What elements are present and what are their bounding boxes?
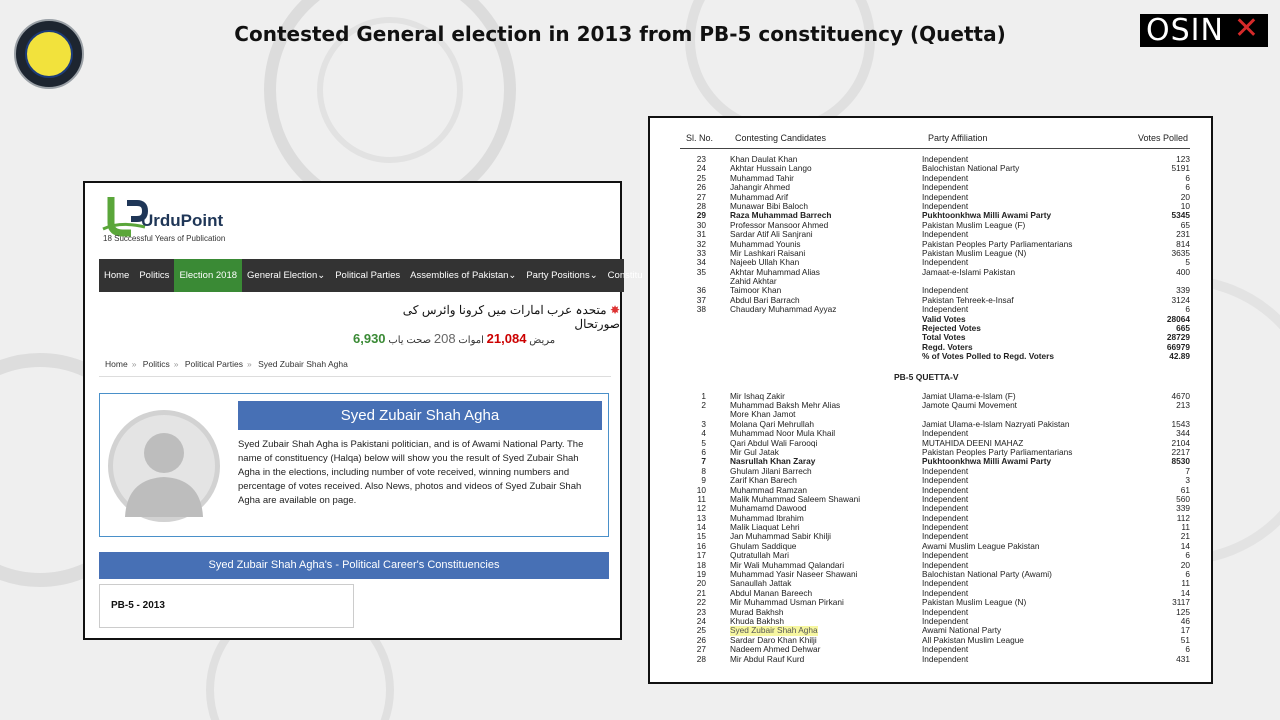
cell-votes: 61 (1180, 484, 1190, 495)
cell-cand: Raza Muhammad Barrech (730, 210, 832, 221)
cell-sl: 38 (696, 304, 706, 315)
cell-sl: 32 (696, 238, 706, 249)
cell-cand: Sanaullah Jattak (730, 578, 792, 589)
cell-sl: 25 (696, 625, 706, 636)
nav-home[interactable]: Home (104, 270, 130, 281)
cell-party: Balochistan National Party (Awami) (922, 569, 1052, 580)
cell-cand: Ghulam Saddique (730, 540, 797, 551)
cell-cand: Muhammad Noor Mula Khail (730, 428, 836, 439)
nav-politics[interactable]: Politics (139, 270, 170, 281)
osint-logo (1140, 11, 1268, 48)
constituency-link[interactable]: PB-5 - 2013 (99, 584, 354, 628)
cell-party: Balochistan National Party (922, 163, 1020, 174)
cell-votes: 6 (1185, 550, 1190, 561)
cell-votes: 65 (1180, 219, 1190, 230)
cell-sl: 28 (696, 653, 706, 664)
urdupoint-logo-text: UrduPoint (141, 211, 224, 230)
nav-political-parties[interactable]: Political Parties (335, 270, 401, 281)
cell-party: Pukhtoonkhwa Milli Awami Party (922, 456, 1052, 467)
cell-party: Independent (922, 653, 969, 664)
cell-votes: 51 (1180, 634, 1190, 645)
cell-cand: Chaudary Muhammad Ayyaz (730, 304, 837, 315)
cell-sl: 20 (696, 578, 706, 589)
cell-sl: 1 (701, 390, 706, 401)
cell-cand: Muhammad Younis (730, 238, 801, 249)
cell-sl: 23 (696, 154, 706, 164)
cell-cand: Munawar Bibi Baloch (730, 200, 808, 211)
nav-election-2018[interactable]: Election 2018 (174, 259, 242, 292)
cell-cand: Mir Wali Muhammad Qalandari (730, 559, 845, 570)
cell-party: Independent (922, 522, 969, 533)
summary-value: 665 (1176, 323, 1190, 334)
avatar (108, 410, 220, 522)
results-table-body (686, 155, 1190, 664)
virus-icon: ✸ (609, 303, 620, 317)
cell-sl: 8 (701, 465, 706, 476)
section-title-text: PB-5 QUETTA-V (894, 371, 959, 382)
cell-cand: Akhtar Hussain Lango (730, 163, 812, 174)
chevron-right-icon: » (131, 359, 137, 369)
cell-party: Independent (922, 172, 969, 183)
cell-party: Jamiat Ulama-e-Islam Nazryati Pakistan (922, 418, 1070, 429)
cell-party: Independent (922, 257, 969, 268)
cell-party: Independent (922, 493, 969, 504)
cell-sl: 37 (696, 294, 706, 305)
cell-cand: Najeeb Ullah Khan (730, 257, 800, 268)
cell-votes: 213 (1176, 399, 1190, 410)
table-row (686, 655, 1190, 664)
cell-party: Independent (922, 484, 969, 495)
cell-cand: Mir Muhammad Usman Pirkani (730, 597, 844, 608)
cell-party: Independent (922, 587, 969, 598)
cell-cand: Molana Qari Mehrullah (730, 418, 814, 429)
cell-sl: 10 (696, 484, 706, 495)
urdu-covid-stats: مریض 21,084 اموات 208 صحت یاب 6,930 (353, 331, 556, 346)
cell-cand: Abdul Bari Barrach (730, 294, 800, 305)
breadcrumb-politics[interactable]: Politics (142, 359, 170, 369)
header-candidates: Contesting Candidates (735, 133, 827, 143)
cell-votes: 5345 (1171, 210, 1190, 221)
cell-votes: 560 (1176, 493, 1190, 504)
breadcrumb (99, 351, 611, 377)
cell-votes: 339 (1176, 285, 1190, 296)
cell-sl: 21 (696, 587, 706, 598)
cell-votes: 14 (1180, 540, 1190, 551)
urdupoint-tagline: 18 Successful Years of Publication (103, 234, 226, 243)
cell-party: Independent (922, 200, 969, 211)
cell-sl: 7 (701, 456, 706, 467)
cell-party: Independent (922, 550, 969, 561)
cell-party: Independent (922, 644, 969, 655)
cell-cand: Malik Liaquat Lehri (730, 522, 800, 533)
cell-cand: Khuda Bakhsh (730, 615, 784, 626)
cell-cand: Zahid Akhtar (730, 276, 777, 287)
chevron-right-icon: » (173, 359, 179, 369)
cell-votes: 6 (1185, 304, 1190, 315)
cell-party: Pakistan Muslim League (N) (922, 597, 1027, 608)
cell-cand: Nadeem Ahmed Dehwar (730, 644, 821, 655)
profile-name: Syed Zubair Shah Agha (238, 401, 602, 430)
cell-party: Pakistan Tehreek-e-Insaf (922, 294, 1014, 305)
cell-party: Independent (922, 606, 969, 617)
cell-party: MUTAHIDA DEENI MAHAZ (922, 437, 1024, 448)
cell-votes: 20 (1180, 559, 1190, 570)
cell-votes: 3 (1185, 475, 1190, 486)
cell-cand: Taimoor Khan (730, 285, 782, 296)
cell-cand: Abdul Manan Bareech (730, 587, 813, 598)
cell-sl: 31 (696, 229, 706, 240)
cell-votes: 400 (1176, 266, 1190, 277)
cell-cand: Syed Zubair Shah Agha (730, 625, 818, 636)
breadcrumb-home[interactable]: Home (105, 359, 128, 369)
cell-sl: 25 (696, 172, 706, 183)
cell-cand: Qutratullah Mari (730, 550, 790, 561)
cell-votes: 8530 (1171, 456, 1190, 467)
cell-party: Independent (922, 285, 969, 296)
cell-cand: Qari Abdul Wali Farooqi (730, 437, 818, 448)
cell-sl: 16 (696, 540, 706, 551)
cell-votes: 3124 (1171, 294, 1190, 305)
cell-cand: Professor Mansoor Ahmed (730, 219, 829, 230)
cell-cand: Sardar Atif Ali Sanjrani (730, 229, 813, 240)
cell-party: Independent (922, 512, 969, 523)
summary-label: Regd. Voters (922, 341, 973, 352)
cell-sl: 35 (696, 266, 706, 277)
election-results-panel (648, 116, 1213, 684)
cell-cand: Mir Abdul Rauf Kurd (730, 653, 805, 664)
cell-votes: 112 (1176, 512, 1190, 523)
cell-party: Independent (922, 229, 969, 240)
cell-votes: 6 (1185, 569, 1190, 580)
cell-sl: 3 (701, 418, 706, 429)
cell-cand: Zarif Khan Barech (730, 475, 797, 486)
cell-sl: 26 (696, 634, 706, 645)
cell-votes: 5 (1185, 257, 1190, 268)
urdu-headline[interactable]: ✸ متحدہ عرب امارات میں کرونا وائرس کی صورتحال (402, 303, 620, 331)
cell-votes: 10 (1180, 200, 1190, 211)
cell-votes: 17 (1180, 625, 1190, 636)
cell-votes: 4670 (1171, 390, 1190, 401)
cell-party: Independent (922, 559, 969, 570)
cell-sl: 22 (696, 597, 706, 608)
cell-votes: 6 (1185, 182, 1190, 193)
cell-sl: 11 (697, 493, 706, 504)
cell-cand: Akhtar Muhammad Alias (730, 266, 820, 277)
cell-votes: 339 (1176, 503, 1190, 514)
cell-cand: Malik Muhammad Saleem Shawani (730, 493, 861, 504)
cell-sl: 15 (696, 531, 706, 542)
cell-cand: Mir Ishaq Zakir (730, 390, 785, 401)
cell-cand: Muhammad Tahir (730, 172, 794, 183)
cell-cand: Muhammad Yasir Naseer Shawani (730, 569, 858, 580)
cell-sl: 26 (696, 182, 706, 193)
profile-bio: Syed Zubair Shah Agha is Pakistani politician, and is of Awami National Party. The name of constituency (Halqa) below will show you the result of Syed Zubair Shah Agha in the elections, including number of vote received, winning numbers and percentage of votes received. Also News, photos and videos of Syed Zubair Shah Agha are available on page. (238, 439, 584, 506)
cell-party: Independent (922, 475, 969, 486)
cell-cand: Muhamamd Dawood (730, 503, 807, 514)
results-table-header (680, 132, 1190, 149)
cell-party: Independent (922, 428, 969, 439)
breadcrumb-political-parties[interactable]: Political Parties (184, 359, 243, 369)
cell-sl: 9 (701, 475, 706, 486)
cell-sl: 27 (696, 191, 706, 202)
summary-label: % of Votes Polled to Regd. Voters (922, 351, 1054, 362)
summary-label: Total Votes (922, 332, 966, 343)
urdupoint-screenshot-panel (83, 181, 643, 640)
cell-sl: 4 (701, 428, 706, 439)
cell-cand: Muhammad Arif (730, 191, 789, 202)
cell-party: Awami Muslim League Pakistan (922, 540, 1040, 551)
summary-value: 66979 (1166, 341, 1190, 352)
cell-party: Pakistan Peoples Party Parliamentarians (922, 238, 1073, 249)
cell-sl: 5 (701, 437, 706, 448)
cell-party: Jamaat-e-Islami Pakistan (922, 266, 1016, 277)
chevron-right-icon: » (246, 359, 252, 369)
cell-votes: 7 (1185, 465, 1190, 476)
cell-party: Independent (922, 465, 969, 476)
person-placeholder-icon (113, 415, 215, 517)
cell-party: Pakistan Muslim League (F) (922, 219, 1026, 230)
logo-x-mark-icon: ✕ (1233, 11, 1260, 46)
cell-votes: 11 (1181, 522, 1190, 533)
cell-cand: Nasrullah Khan Zaray (730, 456, 816, 467)
cell-party: Independent (922, 531, 969, 542)
nav-constituencies[interactable]: Constitu (607, 270, 643, 281)
cell-sl: 13 (696, 512, 706, 523)
cell-party: Awami National Party (922, 625, 1002, 636)
cell-cand: Sardar Daro Khan Khilji (730, 634, 817, 645)
cell-votes: 2217 (1171, 446, 1190, 457)
cell-cand: Muhammad Ramzan (730, 484, 808, 495)
summary-value: 28729 (1166, 332, 1190, 343)
cell-votes: 431 (1176, 653, 1190, 664)
cell-party: Pakistan Muslim League (N) (922, 247, 1027, 258)
cell-cand: Khan Daulat Khan (730, 154, 798, 164)
cell-sl: 18 (696, 559, 706, 570)
cell-party: All Pakistan Muslim League (922, 634, 1024, 645)
cell-votes: 6 (1185, 172, 1190, 183)
cell-cand: Jan Muhammad Sabir Khilji (730, 531, 831, 542)
cell-votes: 814 (1176, 238, 1190, 249)
breadcrumb-current: Syed Zubair Shah Agha (258, 359, 348, 369)
summary-value: 28064 (1166, 313, 1190, 324)
cell-sl: 28 (696, 200, 706, 211)
cell-sl: 2 (701, 399, 706, 410)
cell-party: Independent (922, 615, 969, 626)
header-votes: Votes Polled (1137, 133, 1188, 143)
cell-party: Jamote Qaumi Movement (922, 399, 1017, 410)
cell-cand: Muhammad Ibrahim (730, 512, 804, 523)
cell-sl: 23 (696, 606, 706, 617)
header-sl-no: Sl. No. (686, 133, 714, 143)
cell-sl: 14 (696, 522, 706, 533)
cell-votes: 14 (1180, 587, 1190, 598)
cell-votes: 21 (1180, 531, 1190, 542)
cell-party: Independent (922, 578, 969, 589)
cell-party: Jamiat Ulama-e-Islam (F) (922, 390, 1016, 401)
cell-sl: 24 (696, 163, 706, 174)
cell-cand: More Khan Jamot (730, 409, 796, 420)
cell-sl: 36 (696, 285, 706, 296)
header-party: Party Affiliation (928, 133, 988, 143)
career-constituencies-heading: Syed Zubair Shah Agha's - Political Career's Constituencies (99, 552, 609, 579)
cell-sl: 12 (696, 503, 706, 514)
profile-card (99, 393, 609, 537)
cell-sl: 19 (696, 569, 706, 580)
osint-logo-text: OSIN (1146, 13, 1224, 48)
cell-votes: 231 (1176, 229, 1190, 240)
cell-votes: 11 (1181, 578, 1190, 589)
cell-votes: 2104 (1171, 437, 1190, 448)
cell-cand: Mir Gul Jatak (730, 446, 779, 457)
cell-cand: Murad Bakhsh (730, 606, 784, 617)
summary-label: Rejected Votes (922, 323, 981, 334)
cell-votes: 125 (1176, 606, 1190, 617)
cell-sl: 6 (701, 446, 706, 457)
cell-party: Independent (922, 182, 969, 193)
cell-sl: 29 (696, 210, 706, 221)
cell-party: Independent (922, 154, 969, 164)
cell-votes: 3117 (1172, 597, 1190, 608)
cell-sl: 27 (696, 644, 706, 655)
cell-sl: 34 (696, 257, 706, 268)
main-navbar (99, 259, 643, 292)
cell-party: Pakistan Peoples Party Parliamentarians (922, 446, 1073, 457)
nav-assemblies[interactable]: Assemblies of Pakistan⌄ (410, 270, 517, 281)
cell-cand: Jahangir Ahmed (730, 182, 790, 193)
cell-sl: 24 (696, 615, 706, 626)
cell-party: Independent (922, 503, 969, 514)
nav-party-positions[interactable]: Party Positions⌄ (526, 270, 598, 281)
cell-sl: 33 (696, 247, 706, 258)
cell-votes: 3635 (1171, 247, 1190, 258)
cell-votes: 46 (1180, 615, 1190, 626)
cell-cand: Mir Lashkari Raisani (730, 247, 806, 258)
cell-party: Pukhtoonkhwa Milli Awami Party (922, 210, 1052, 221)
constituency-section-title (686, 362, 1190, 392)
summary-value: 42.89 (1169, 351, 1190, 362)
cell-votes: 123 (1176, 154, 1190, 164)
cell-sl: 17 (696, 550, 706, 561)
cell-votes: 1543 (1171, 418, 1190, 429)
cell-votes: 344 (1176, 428, 1190, 439)
nav-general-election[interactable]: General Election⌄ (247, 270, 326, 281)
summary-row (686, 352, 1190, 361)
slide-title: Contested General election in 2013 from PB-5 constituency (Quetta) (234, 22, 1006, 46)
cell-cand: Ghulam Jilani Barrech (730, 465, 812, 476)
cell-party: Independent (922, 304, 969, 315)
cell-cand: Muhammad Baksh Mehr Alias (730, 399, 841, 410)
summary-label: Valid Votes (922, 313, 966, 324)
cell-votes: 6 (1185, 644, 1190, 655)
cell-party: Independent (922, 191, 969, 202)
cell-votes: 5191 (1171, 163, 1190, 174)
cell-votes: 20 (1180, 191, 1190, 202)
cell-sl: 30 (696, 219, 706, 230)
